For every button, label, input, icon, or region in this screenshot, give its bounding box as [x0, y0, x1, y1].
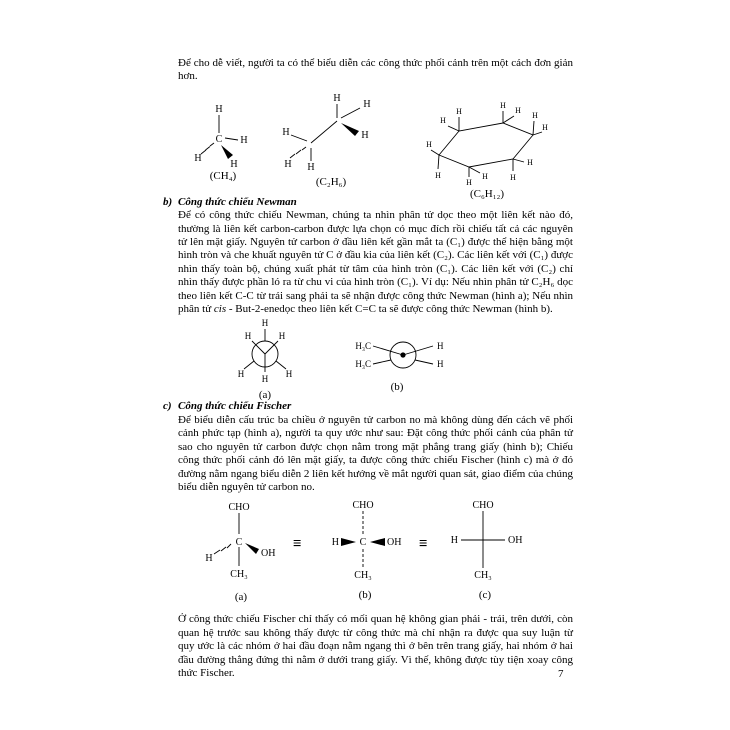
atom-label-h: H	[261, 374, 269, 385]
section-c-paragraph: Để biểu diễn cấu trúc ba chiều ở nguyên tử carbon no mà không dùng đến cách vẽ phối cảnh phức tạp (hình a), người ta quy ước như sau: Đặt công thức phối cảnh của phân tử sao cho nguyên tử carbon được chọn nằm trong mặt phẳng trang giấy (hình b); Chiếu công thức phối cảnh đó lên mặt giấy, ta được công thức chiếu Fischer (hình c) mà ở đó đường nằm ngang biểu diễn 2 liên kết hướng về mắt người quan sát, giao điểm của chúng biểu diễn nguyên tử carbon no.	[178, 413, 573, 493]
atom-label-h: H	[426, 139, 432, 149]
equivalence-sign: ≡	[419, 536, 428, 553]
atom-label-h: H	[515, 105, 521, 115]
newman-b-figure	[331, 330, 463, 393]
cyclohexane-caption: (C₆H₁₂)	[469, 187, 505, 200]
fischer-projection-structure	[443, 496, 527, 588]
intro-paragraph: Để cho dễ viết, người ta có thể biểu diễn các công thức phối cảnh trên một cách đơn giản hơn.	[178, 57, 573, 83]
atom-label-h3c: H₃C	[355, 359, 371, 370]
atom-label-h: H	[331, 537, 339, 549]
fischer-b-figure	[323, 496, 407, 601]
atom-label-ch3: CH₃	[230, 569, 248, 581]
atom-label-h: H	[440, 115, 446, 125]
page-content	[163, 57, 573, 680]
ethane-figure	[281, 91, 381, 188]
atom-label-h: H	[527, 157, 533, 167]
equivalence-sign: ≡	[293, 536, 302, 553]
atom-label-h: H	[435, 170, 441, 180]
atom-label-h: H	[237, 369, 245, 380]
atom-label-h: H	[437, 341, 444, 352]
atom-label-c: C	[235, 537, 243, 549]
atom-label-h: H	[307, 161, 315, 173]
atom-label-cho: CHO	[472, 500, 494, 512]
fischer-projections-figure	[163, 496, 573, 610]
atom-label-h: H	[230, 158, 238, 170]
atom-label-ch3: CH₃	[474, 570, 492, 582]
atom-label-h: H	[450, 535, 458, 547]
atom-label-h: H	[284, 158, 292, 170]
section-b-label: b)	[163, 195, 173, 208]
newman-b-bonds	[373, 342, 433, 368]
atom-label-h: H	[456, 106, 462, 116]
section-c-label: c)	[163, 400, 172, 413]
section-c-title: Công thức chiếu Fischer	[178, 400, 292, 413]
atom-label-h: H	[215, 103, 223, 115]
atom-label-h: H	[282, 126, 290, 138]
ethane-structure	[281, 91, 381, 175]
atom-label-oh: OH	[387, 537, 402, 549]
cyclohexane-bonds	[431, 111, 542, 177]
fischer-a-caption: (a)	[234, 591, 248, 604]
atom-label-h: H	[542, 122, 548, 132]
fischer-c-caption: (c)	[478, 589, 492, 602]
atom-label-c: C	[215, 133, 223, 145]
ethane-bonds	[290, 104, 360, 161]
atom-label-oh: OH	[261, 548, 276, 560]
atom-label-c: C	[359, 537, 367, 549]
atom-label-h: H	[363, 98, 371, 110]
atom-label-h: H	[205, 553, 213, 565]
methane-figure	[191, 101, 255, 182]
atom-label-h3c: H₃C	[355, 341, 371, 352]
ethane-caption: (C₂H₆)	[315, 175, 347, 188]
newman-projection-ethane	[233, 318, 297, 388]
section-b-text-1: Để có công thức chiếu Newman, chúng ta nhìn phân tử dọc theo một liên kết nào đó, thường là liên kết carbon-carbon được lựa chọn có mục đích rồi chiếu tất cả các nguyên tử lên mặt giấy. Nguyên tử carbon ở đầu liên kết gần mắt ta (C₁) được thể hiện bằng một hình tròn và che khuất nguyên tử C ở đầu kia của liên kết (C₂). Các liên kết với (C₁) được nhìn thấy toàn bộ, chúng xuất phát từ tâm của hình tròn (C₁). Các liên kết với (C₂) chỉ nhìn thấy được phần ló ra từ chu vi của hình tròn (C₁). Ví dụ: Nếu nhìn phân tử C₂H₆ dọc theo liên kết C-C từ trái sang phải ta sẽ nhận được công thức Newman (hình a); Nếu nhìn phân tử	[178, 209, 573, 316]
atom-label-h: H	[261, 318, 269, 329]
atom-label-cho: CHO	[228, 502, 250, 514]
section-c-heading	[163, 400, 573, 413]
fischer-perspective-structure	[199, 498, 283, 590]
atom-label-h: H	[361, 129, 369, 141]
section-b-title: Công thức chiếu Newman	[178, 195, 297, 208]
atom-label-h: H	[240, 134, 248, 146]
cyclohexane-structure	[425, 99, 549, 187]
newman-a-caption: (a)	[258, 389, 272, 402]
methane-structure	[191, 101, 255, 169]
atom-label-h: H	[532, 110, 538, 120]
atom-label-h: H	[482, 171, 488, 181]
atom-label-h: H	[437, 359, 444, 370]
fischer-c-bonds	[461, 511, 505, 568]
atom-label-h: H	[510, 172, 516, 182]
perspective-structures-figure	[163, 89, 573, 200]
fischer-a-figure	[199, 498, 283, 603]
newman-b-caption: (b)	[390, 381, 404, 394]
atom-label-h: H	[285, 369, 293, 380]
page-number: 7	[558, 668, 564, 680]
atom-label-h: H	[333, 92, 341, 104]
methane-caption: (CH₄)	[209, 169, 237, 182]
section-b-paragraph	[178, 209, 573, 316]
cyclohexane-figure	[425, 99, 549, 200]
newman-projection-butene	[331, 330, 463, 380]
fischer-c-figure	[443, 496, 527, 601]
fischer-b-caption: (b)	[358, 589, 372, 602]
atom-label-h: H	[500, 100, 506, 110]
atom-label-oh: OH	[508, 535, 523, 547]
atom-label-h: H	[466, 177, 472, 187]
atom-label-cho: CHO	[352, 500, 374, 512]
atom-label-ch3: CH₃	[354, 570, 372, 582]
newman-a-figure	[233, 318, 297, 401]
atom-label-h: H	[244, 331, 252, 342]
cis-italic: cis	[213, 303, 227, 316]
section-b-text-2: - But-2-enedọc theo liên kết C=C ta sẽ được công thức Newman (hình b).	[226, 303, 553, 316]
atom-label-h: H	[194, 152, 202, 164]
newman-projections-figure	[163, 318, 573, 402]
fischer-inplane-structure	[323, 496, 407, 588]
closing-paragraph: Ở công thức chiếu Fischer chỉ thấy có mối quan hệ không gian phải - trái, trên dưới, còn quan hệ trước sau không thấy được từ công thức mà chỉ nhận ra được qua suy luận từ quy ước là các nhóm ở hai đầu đoạn nằm ngang thì ở bên trên trang giấy, hai nhóm ở hai đầu đường thẳng đứng thì nằm ở dưới trang giấy. Vì thế, không được tùy tiện xoay công thức Fischer.	[178, 613, 573, 679]
atom-label-h: H	[278, 331, 286, 342]
